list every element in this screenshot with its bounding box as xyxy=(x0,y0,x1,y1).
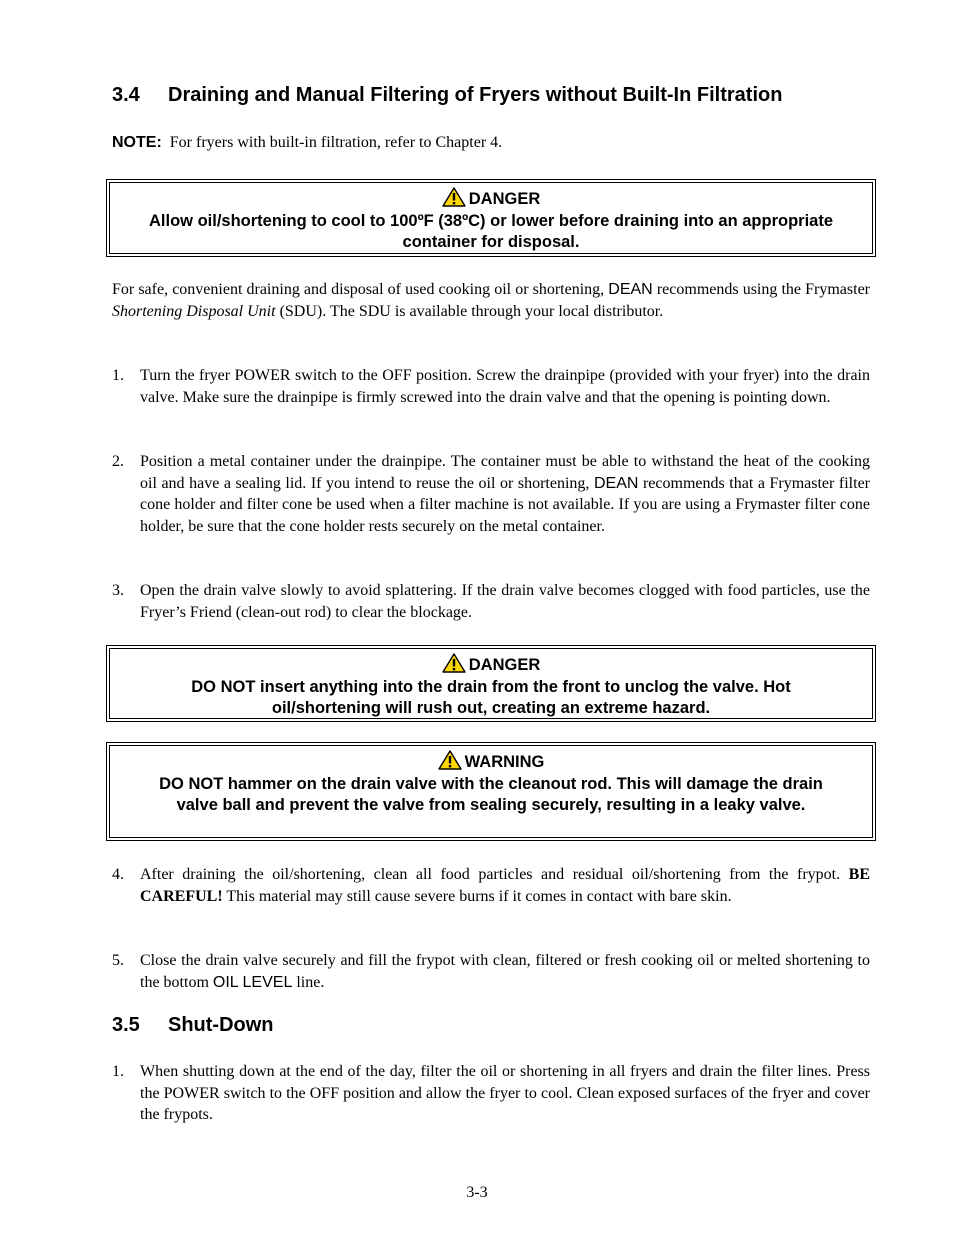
caution-emphasis: BE CAREFUL! xyxy=(140,866,870,905)
warning-triangle-icon xyxy=(442,653,466,673)
step-4: 4. After draining the oil/shortening, clean all food particles and residual oil/shortening from the frypot. BE CAREFUL! This material may still cause severe burns if it comes in contact with bare skin. xyxy=(112,866,870,905)
warning-triangle-icon xyxy=(438,750,462,770)
brand-name: DEAN xyxy=(608,281,653,298)
danger-box-2 xyxy=(106,645,876,722)
warning-text: DO NOT hammer on the drain valve with the cleanout rod. This will damage the drain valve ball and prevent the valve from sealing securely, resulting in a leaky valve. xyxy=(159,774,823,814)
danger-box-1 xyxy=(106,179,876,257)
danger-text-1: Allow oil/shortening to cool to 100ºF (38ºC) or lower before draining into an appropriate container for disposal. xyxy=(148,211,834,251)
intro-paragraph: For safe, convenient draining and disposal of used cooking oil or shortening, DEAN recommends using the Frymaster Shortening Disposal Unit (SDU). The SDU is available through your local distributor. xyxy=(112,281,870,320)
danger-title-2: DANGER xyxy=(140,653,842,677)
section-number: 3.5 xyxy=(112,1014,140,1036)
step-1: 1. Turn the fryer POWER switch to the OFF position. Screw the drainpipe (provided with your fryer) into the drain valve. Make sure the drainpipe is firmly screwed into the drain valve and that the opening is pointing down. xyxy=(112,367,870,406)
note-label: NOTE: xyxy=(112,134,162,151)
danger-title-1: DANGER xyxy=(140,187,842,211)
danger-text-2: DO NOT insert anything into the drain from the front to unclog the valve. Hot oil/shortening will rush out, creating an extreme hazard. xyxy=(191,677,791,717)
warning-box xyxy=(106,742,876,841)
brand-name: DEAN xyxy=(593,474,639,492)
note xyxy=(112,134,502,152)
step-5: 5. Close the drain valve securely and fill the frypot with clean, filtered or fresh cooking oil or melted shortening to the bottom OIL LEVEL line. xyxy=(112,952,870,991)
step-2: 2. Position a metal container under the drainpipe. The container must be able to withstand the heat of the cooking oil and have a sealing lid. If you intend to reuse the oil or shortening, DEAN recommends that a Frymaster filter cone holder and filter cone be used when a filter machine is not available. If you are using a Frymaster filter cone holder, be sure that the cone holder rests securely on the metal container. xyxy=(112,453,871,535)
warning-title: WARNING xyxy=(140,750,842,774)
step-3: 3. Open the drain valve slowly to avoid splattering. If the drain valve becomes clogged with food particles, use the Fryer’s Friend (clean-out rod) to clear the blockage. xyxy=(112,582,870,621)
note-text: For fryers with built-in filtration, refer to Chapter 4. xyxy=(169,134,503,151)
product-name: Shortening Disposal Unit xyxy=(112,302,276,320)
oil-level-label: OIL LEVEL xyxy=(212,973,293,991)
page-number: 3-3 xyxy=(466,1184,488,1201)
shutdown-step-1: 1. When shutting down at the end of the day, filter the oil or shortening in all fryers and drain the filter lines. Press the POWER switch to the OFF position and allow the fryer to cool. Clean exposed surfaces of the fryer and cover the frypots. xyxy=(112,1063,870,1123)
section-title: Shut-Down xyxy=(168,1014,274,1036)
section-heading-3-5 xyxy=(112,1014,274,1037)
warning-triangle-icon xyxy=(442,187,466,207)
section-title: Draining and Manual Filtering of Fryers without Built-In Filtration xyxy=(168,84,783,106)
section-heading-3-4 xyxy=(112,84,782,107)
section-number: 3.4 xyxy=(112,84,140,106)
